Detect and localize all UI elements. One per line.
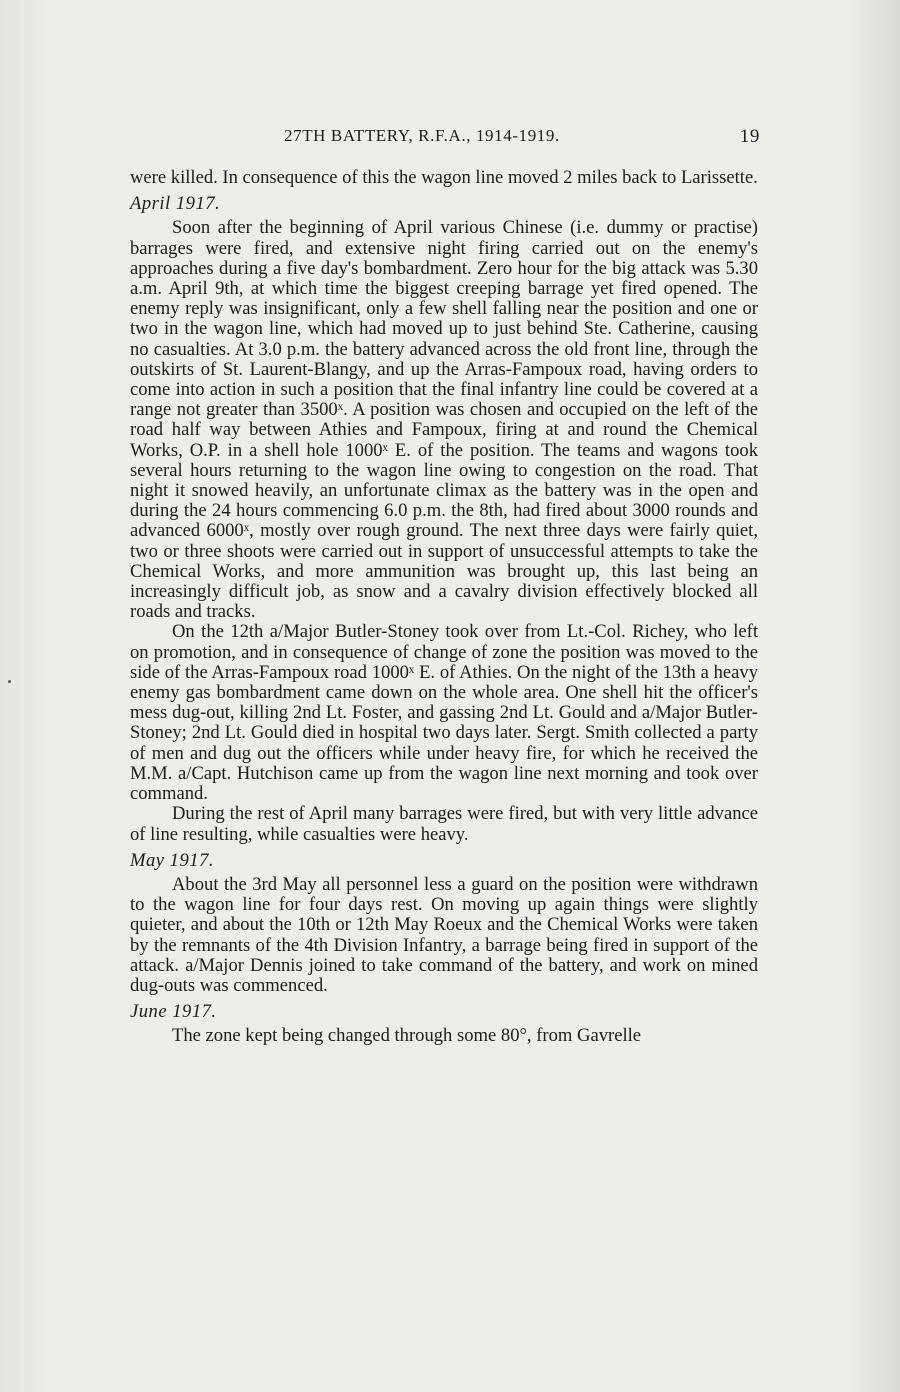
page-header	[130, 124, 760, 150]
paragraph: On the 12th a/Major Butler-Stoney took over from Lt.-Col. Richey, who left on promotion, and in consequence of change of zone the position was moved to the side of the Arras-Fampoux road 1000ˣ E. of Athies. On the night of the 13th a heavy enemy gas bombardment came down on the whole area. One shell hit the officer's mess dug-out, killing 2nd Lt. Foster, and gassing 2nd Lt. Gould and a/Major Butler-Stoney; 2nd Lt. Gould died in hospital two days later. Sergt. Smith collected a party of men and dug out the officers while under heavy fire, for which he received the M.M. a/Capt. Hutchison came up from the wagon line next morning and took over command.	[130, 621, 758, 805]
section-date-heading: April 1917.	[130, 193, 221, 215]
section-date-heading: June 1917.	[130, 1001, 217, 1023]
running-head: 27TH BATTERY, R.F.A., 1914-1919.	[284, 126, 560, 145]
page-body	[130, 168, 758, 1047]
page-number: 19	[739, 126, 760, 147]
paragraph: About the 3rd May all personnel less a guard on the position were withdrawn to the wagon line for four days rest. On moving up again things were slightly quieter, and about the 10th or 12th May Roeux and the Chemical Works were taken by the remnants of the 4th Division Infantry, a barrage being fired in support of the attack. a/Major Dennis joined to take command of the battery, and work on mined dug-outs was commenced.	[130, 873, 758, 996]
paragraph: The zone kept being changed through some 80°, from Gavrelle	[172, 1025, 642, 1047]
section-date-heading: May 1917.	[130, 849, 215, 871]
paragraph: were killed. In consequence of this the wagon line moved 2 miles back to Larissette.	[130, 167, 758, 188]
paragraph: Soon after the beginning of April various Chinese (i.e. dummy or practise) barrages were fired, and extensive night firing carried out on the enemy's approaches during a five day's bombardment. Zero hour for the big attack was 5.30 a.m. April 9th, at which time the biggest creeping barrage yet fired opened. The enemy reply was insignificant, only a few shell falling near the position and one or two in the wagon line, which had moved up to just behind Ste. Catherine, causing no casualties. At 3.0 p.m. the battery advanced across the old front line, through the outskirts of St. Laurent-Blangy, and up the Arras-Fampoux road, having orders to come into action in such a position that the final infantry line could be covered at a range not greater than 3500ˣ. A position was chosen and occupied on the left of the road half way between Athies and Fampoux, firing at and round the Chemical Works, O.P. in a shell hole 1000ˣ E. of the position. The teams and wagons took several hours returning to the wagon line owing to congestion on the road. That night it snowed heavily, an unfortunate climax as the battery was in the open and during the 24 hours commencing 6.0 p.m. the 8th, had fired about 3000 rounds and advanced 6000ˣ, mostly over rough ground. The next three days were fairly quiet, two or three shoots were carried out in support of unsuccessful attempts to take the Chemical Works, and more ammunition was brought up, this last being an increasingly difficult job, as snow and a cavalry division effectively blocked all roads and tracks.	[130, 217, 758, 623]
paragraph: During the rest of April many barrages were fired, but with very little advance of line resulting, while casualties were heavy.	[130, 803, 758, 845]
page-speck	[8, 680, 11, 683]
